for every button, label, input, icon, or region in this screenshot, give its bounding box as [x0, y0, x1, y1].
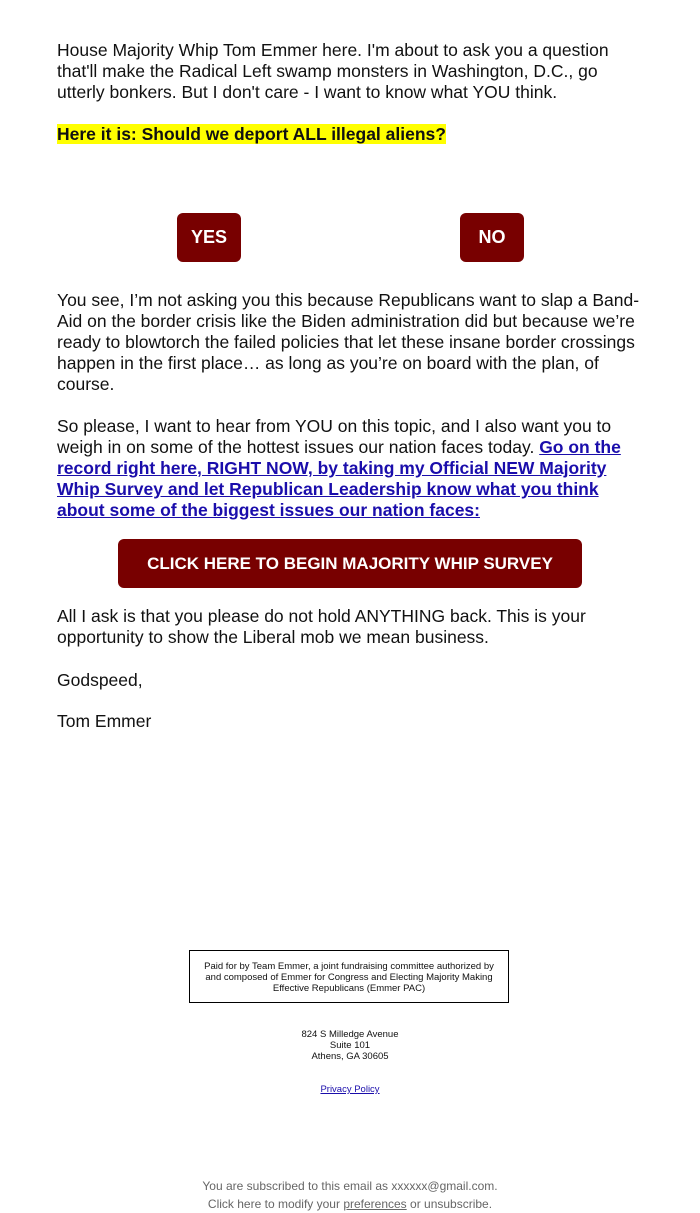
survey-paragraph-text: So please, I want to hear from YOU on this topic, and I also want you to weigh in on some of the hottest issues our nation faces today. — [57, 416, 612, 457]
question-heading — [57, 124, 647, 145]
closing-salutation: Godspeed, — [57, 670, 143, 690]
subscription-footer — [0, 1177, 700, 1213]
closing-paragraph: All I ask is that you please do not hold ANYTHING back. This is your opportunity to show the Liberal mob we mean business. — [57, 606, 586, 647]
yes-button[interactable]: YES — [177, 213, 241, 262]
modify-suffix: or unsubscribe. — [406, 1197, 493, 1211]
yes-no-row — [57, 213, 647, 263]
question-highlight: Here it is: Should we deport ALL illegal aliens? — [57, 124, 446, 144]
address-line-1: 824 S Milledge Avenue — [301, 1029, 399, 1040]
paid-for-disclaimer: Paid for by Team Emmer, a joint fundraising committee authorized by and composed of Emmer for Congress and Electing Majority Making Effective Republicans (Emmer PAC) — [189, 950, 509, 1003]
subscribed-line — [0, 1177, 700, 1195]
email-body — [57, 40, 647, 731]
border-paragraph: You see, I’m not asking you this because Republicans want to slap a Band-Aid on the border crisis like the Biden administration did but because we’re ready to blowtorch the failed policies that let these insane border crossings happen in the first place… as long as you’re on board with the plan, of course. — [57, 290, 640, 394]
survey-paragraph — [57, 416, 647, 521]
subscriber-email: xxxxxx@gmail.com. — [391, 1179, 498, 1193]
survey-link[interactable]: Go on the record right here, RIGHT NOW, by taking my Official NEW Majority Whip Survey and let Republican Leadership know what you think about some of the biggest issues our nation faces: — [57, 437, 621, 520]
address-line-2: Suite 101 — [329, 1040, 371, 1051]
privacy-row — [0, 1084, 700, 1095]
modify-line — [0, 1195, 700, 1213]
address-line-3: Athens, GA 30605 — [311, 1051, 389, 1062]
preferences-link[interactable]: preferences — [343, 1197, 407, 1211]
privacy-policy-link[interactable]: Privacy Policy — [320, 1084, 380, 1095]
no-button[interactable]: NO — [460, 213, 524, 262]
begin-survey-button[interactable]: CLICK HERE TO BEGIN MAJORITY WHIP SURVEY — [118, 539, 582, 588]
mailing-address — [0, 1029, 700, 1062]
intro-paragraph: House Majority Whip Tom Emmer here. I'm about to ask you a question that'll make the Radical Left swamp monsters in Washington, D.C., go utterly bonkers. But I don't care - I want to know what YOU think. — [57, 40, 609, 102]
subscribed-prefix: You are subscribed to this email as — [202, 1179, 392, 1193]
modify-prefix: Click here to modify your — [207, 1197, 344, 1211]
signature: Tom Emmer — [57, 711, 152, 731]
